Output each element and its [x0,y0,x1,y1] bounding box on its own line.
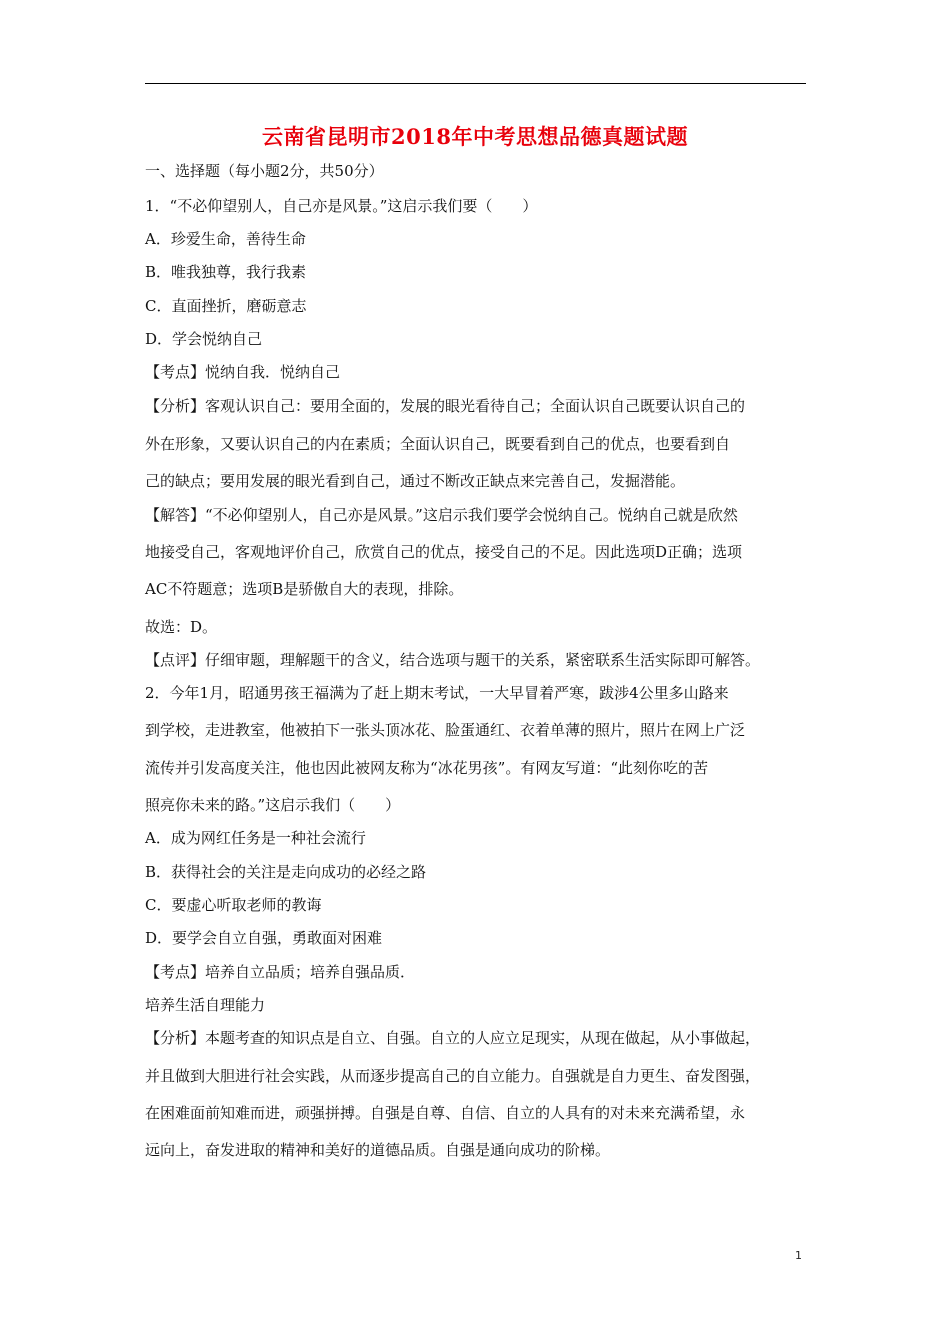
question-1-option-d: D．学会悦纳自己 [145,330,263,348]
question-1-comment: 【点评】仔细审题，理解题干的含义，结合选项与题干的关系，紧密联系生活实际即可解答。 [145,651,761,669]
question-2-analysis: 【分析】本题考查的知识点是自立、自强。自立的人应立足现实，从现在做起，从小事做起， [145,1029,761,1047]
question-1-kaodian: 【考点】悦纳自我．悦纳自己 [145,363,341,381]
question-2-analysis: 远向上，奋发进取的精神和美好的道德品质。自强是通向成功的阶梯。 [145,1141,611,1159]
question-1-analysis: 己的缺点；要用发展的眼光看到自己，通过不断改正缺点来完善自己，发掘潜能。 [145,472,686,490]
question-1-analysis: 外在形象，又要认识自己的内在素质；全面认识自己，既要看到自己的优点，也要看到自 [145,435,731,453]
question-1-option-c: C．直面挫折，磨砺意志 [145,297,307,315]
question-2-option-a: A．成为网红任务是一种社会流行 [145,829,366,847]
question-2-option-c: C．要虚心听取老师的教诲 [145,896,322,914]
question-1-stem: 1．“不必仰望别人，自己亦是风景。”这启示我们要（ ） [145,197,538,215]
question-2-stem: 流传并引发高度关注，他也因此被网友称为“冰花男孩”。有网友写道：“此刻你吃的苦 [145,759,709,777]
question-2-option-b: B．获得社会的关注是走向成功的必经之路 [145,863,427,881]
question-1-answer: 【解答】“不必仰望别人，自己亦是风景。”这启示我们要学会悦纳自己。悦纳自己就是欣然 [145,506,738,524]
question-1-answer: AC不符题意；选项B是骄傲自大的表现，排除。 [145,580,464,598]
question-1-option-b: B．唯我独尊，我行我素 [145,263,307,281]
question-1-option-a: A．珍爱生命，善待生命 [145,230,306,248]
question-2-stem: 2．今年1月，昭通男孩王福满为了赶上期末考试，一大早冒着严寒，跋涉4公里多山路来 [145,684,729,702]
question-2-stem: 照亮你未来的路。”这启示我们（ ） [145,796,401,814]
question-1-choice: 故选：D。 [145,618,218,636]
question-1-analysis: 【分析】客观认识自己：要用全面的，发展的眼光看待自己；全面认识自己既要认识自己的 [145,397,746,415]
question-2-option-d: D．要学会自立自强，勇敢面对困难 [145,929,383,947]
question-2-analysis: 并且做到大胆进行社会实践，从而逐步提高自己的自立能力。自强就是自力更生、奋发图强， [145,1067,761,1085]
question-2-kaodian-extra: 培养生活自理能力 [145,996,266,1014]
question-1-answer: 地接受自己，客观地评价自己，欣赏自己的优点，接受自己的不足。因此选项D正确；选项 [145,543,743,561]
page-number: 1 [795,1249,802,1262]
question-2-kaodian: 【考点】培养自立品质；培养自强品质． [145,963,416,981]
page-title: 云南省昆明市2018年中考思想品德真题试题 [262,124,688,149]
section-heading: 一、选择题（每小题2分，共50分） [145,162,384,180]
header-rule [145,83,806,84]
question-2-stem: 到学校，走进教室，他被拍下一张头顶冰花、脸蛋通红、衣着单薄的照片，照片在网上广泛 [145,721,746,739]
question-2-analysis: 在困难面前知难而进，顽强拼搏。自强是自尊、自信、自立的人具有的对未来充满希望，永 [145,1104,746,1122]
